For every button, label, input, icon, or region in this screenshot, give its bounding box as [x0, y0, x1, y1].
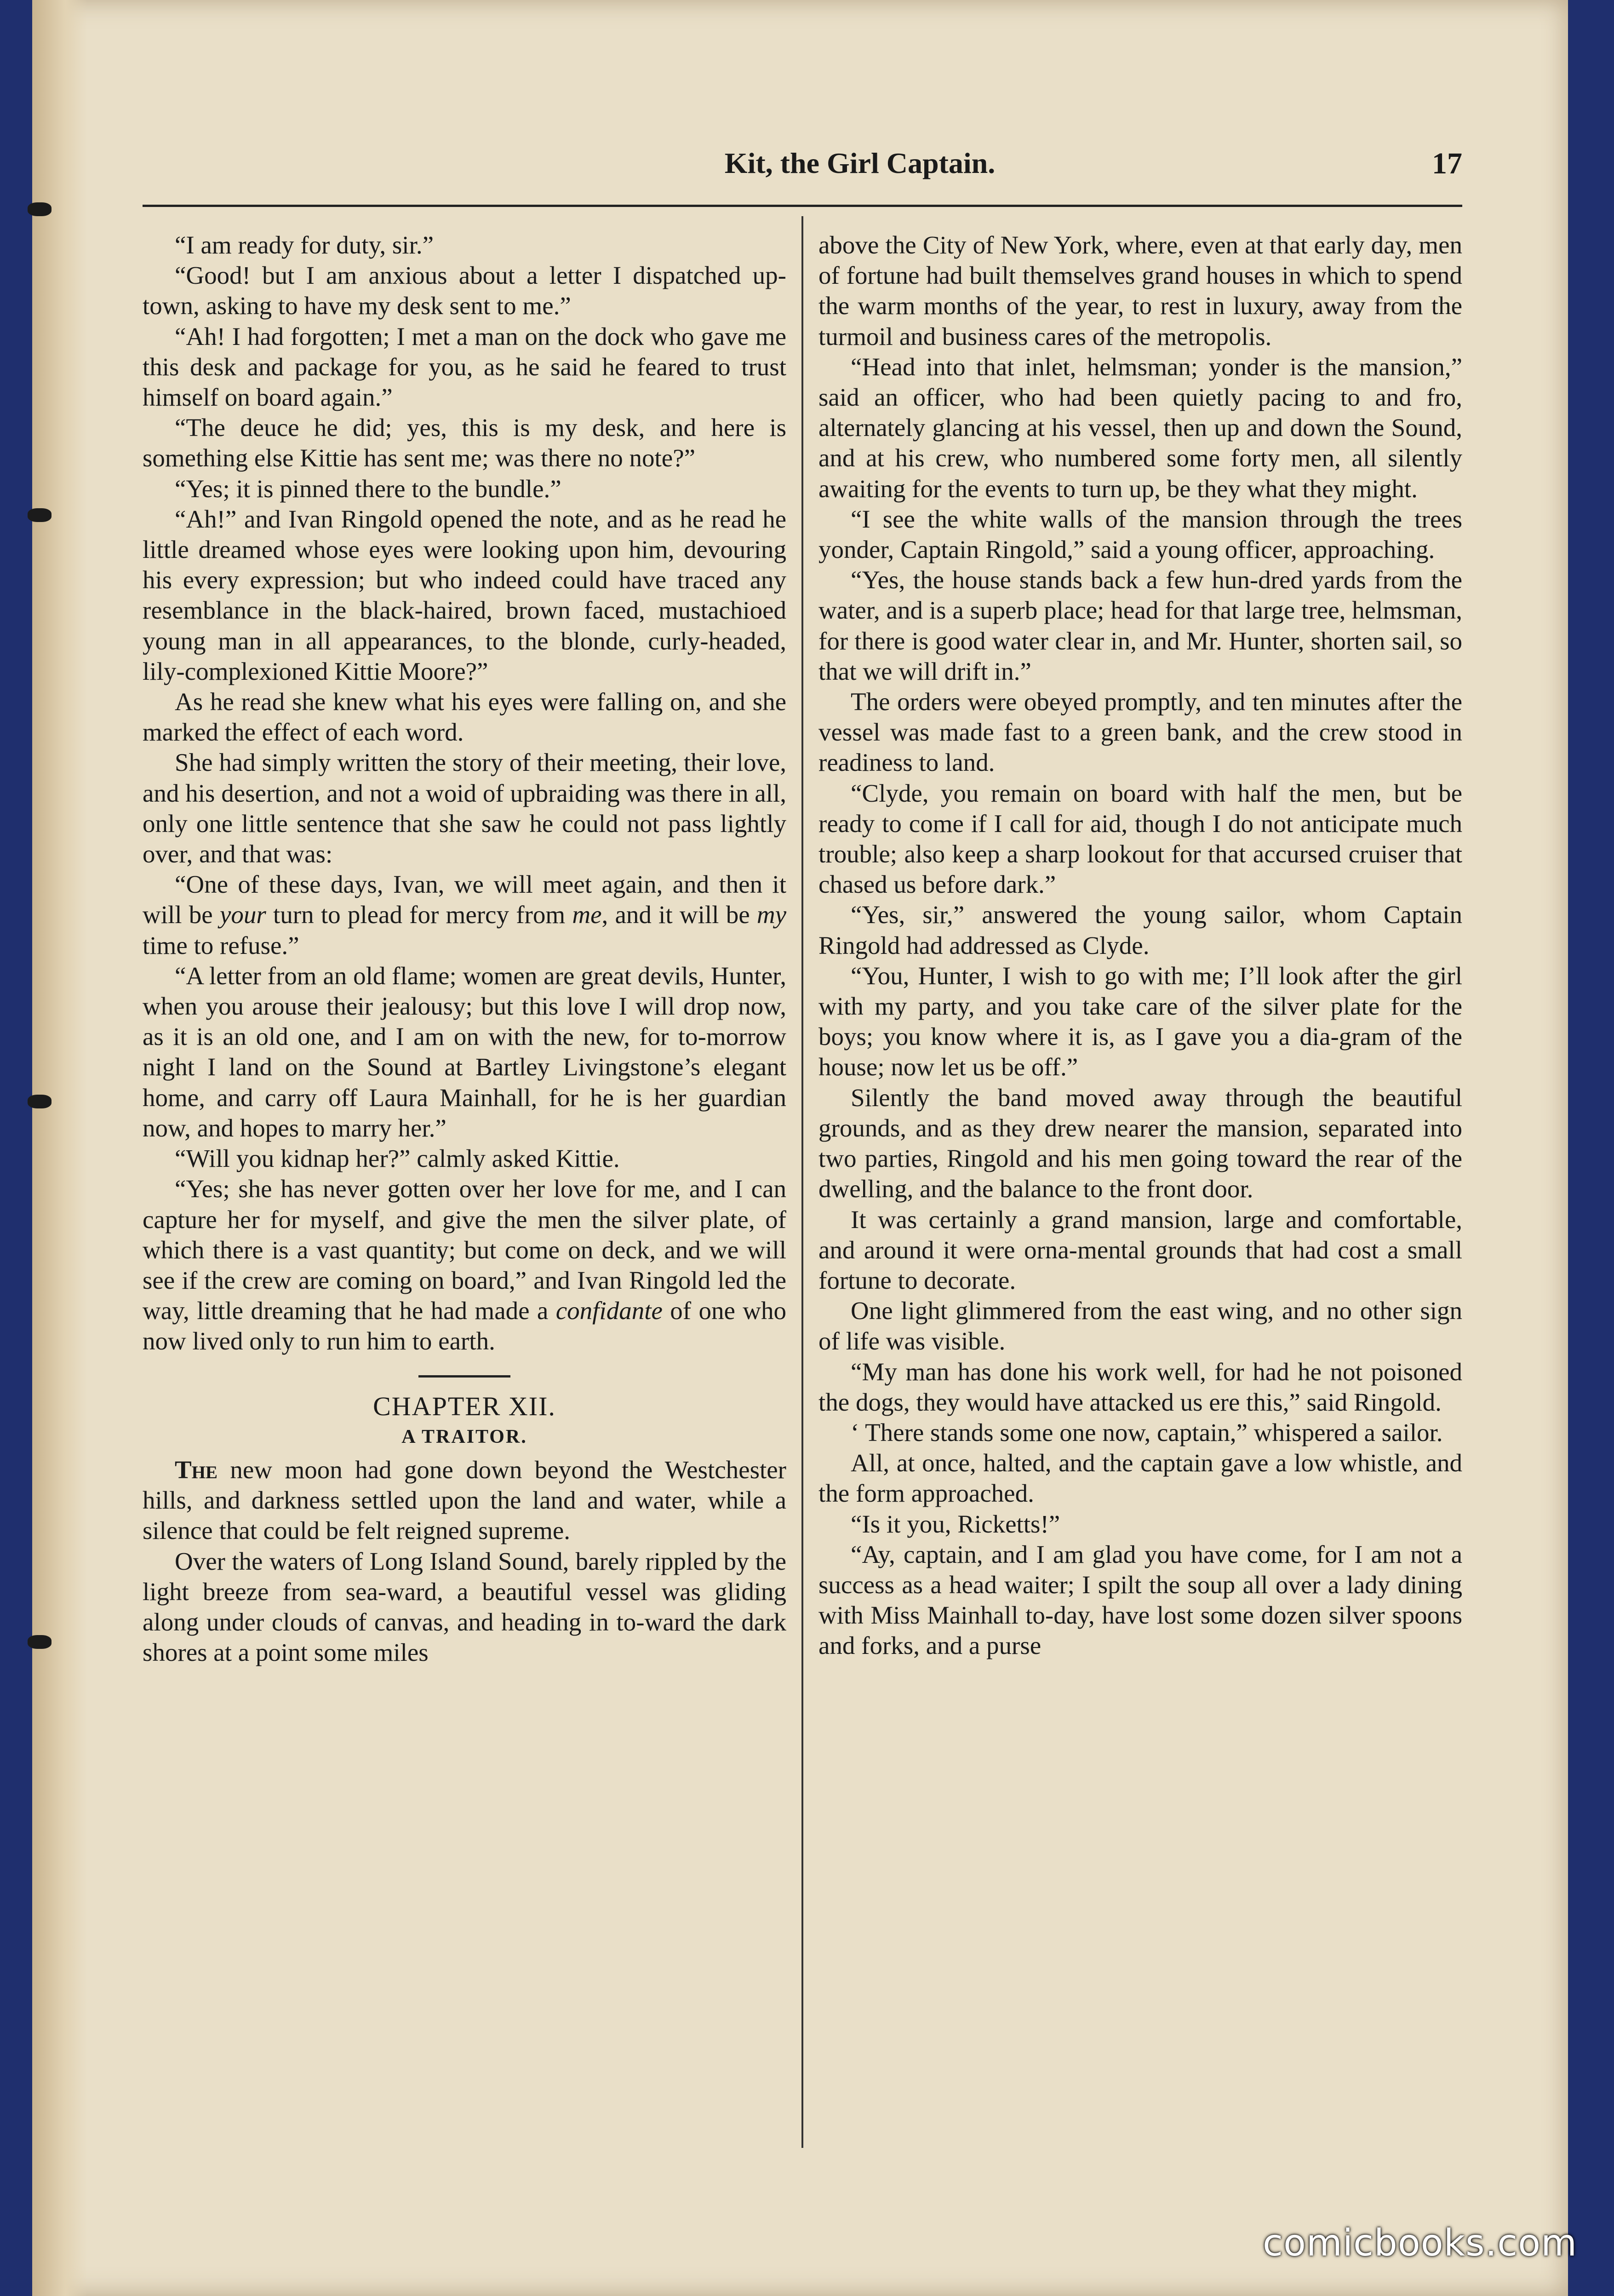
text-run: time to refuse.” — [143, 931, 299, 959]
right-column — [818, 230, 1462, 1661]
paragraph: “The deuce he did; yes, this is my desk, and here is something else Kittie has sent me; was there no note?” — [143, 413, 786, 472]
running-title: Kit, the Girl Captain. — [724, 147, 996, 179]
paragraph: “Is it you, Ricketts!” — [851, 1510, 1060, 1538]
binding-stitch — [28, 1635, 52, 1649]
paragraph: One light glimmered from the east wing, and no other sign of life was visible. — [818, 1297, 1462, 1355]
left-column — [143, 230, 786, 1668]
text-run: “One of these days, Ivan, we will meet again, and then it will be — [143, 870, 786, 929]
paragraph: “I see the white walls of the mansion through the trees yonder, Captain Ringold,” said a young officer, approaching. — [818, 505, 1462, 564]
column-divider — [801, 216, 803, 2148]
paragraph: Over the waters of Long Island Sound, barely rippled by the light breeze from sea-ward, a beautiful vessel was gliding along under clouds of canvas, and heading in to-ward the dark shores at a point some miles — [143, 1547, 786, 1667]
paragraph: “Clyde, you remain on board with half the men, but be ready to come if I call for aid, though I do not anticipate much trouble; also keep a sharp lookout for that accursed cruiser that chased us before dark.” — [818, 779, 1462, 899]
paragraph: “Will you kidnap her?” calmly asked Kittie. — [175, 1144, 620, 1173]
page-gutter — [32, 0, 87, 2296]
paragraph: “I am ready for duty, sir.” — [175, 231, 434, 259]
paragraph: “Yes, sir,” answered the young sailor, whom Captain Ringold had addressed as Clyde. — [818, 901, 1462, 959]
emphasis: your — [219, 901, 266, 929]
paragraph: As he read she knew what his eyes were falling on, and she marked the effect of each word. — [143, 688, 786, 746]
paragraph: “Head into that inlet, helmsman; yonder is the mansion,” said an officer, who had been quietly pacing to and fro, alternately glancing at his vessel, then up and down the Sound, and at his crew, who numbered some forty men, all silently awaiting for the events to turn up, be they what they might. — [818, 352, 1462, 503]
binding-stitch — [28, 202, 52, 216]
paragraph: “Ah!” and Ivan Ringold opened the note, and as he read he little dreamed whose eyes were looking upon him, devouring his every expression; but who indeed could have traced any resemblance in the black-haired, brown faced, mustachioed young man in all appearances, to the blonde, curly-headed, lily-complexioned Kittie Moore?” — [143, 505, 786, 685]
paragraph: “My man has done his work well, for had he not poisoned the dogs, they would have attacked us ere this,” said Ringold. — [818, 1357, 1462, 1416]
text-run: , and it will be — [601, 901, 757, 929]
paragraph: “Ah! I had forgotten; I met a man on the dock who gave me this desk and package for you, as he said he feared to trust himself on board again.” — [143, 322, 786, 412]
emphasis: confidante — [555, 1297, 663, 1325]
emphasis: my — [756, 901, 786, 929]
paragraph: ‘ There stands some one now, captain,” whispered a sailor. — [851, 1418, 1443, 1446]
paragraph: All, at once, halted, and the captain gave a low whistle, and the form approached. — [818, 1449, 1462, 1508]
paragraph: “Ay, captain, and I am glad you have come, for I am not a success as a head waiter; I spilt the soup all over a lady dining with Miss Mainhall to-day, have lost some dozen silver spoons and forks, and a purse — [818, 1540, 1462, 1660]
paragraph: She had simply written the story of their meeting, their love, and his desertion, and not a woid of upbraiding was there in all, only one little sentence that she saw he could not pass lightly over, and that was: — [143, 748, 786, 868]
chapter-rule — [418, 1375, 510, 1378]
paragraph: “A letter from an old flame; women are great devils, Hunter, when you arouse their jealousy; but this love I will drop now, as it is an old one, and I am on with the new, for to-morrow night I land on the Sound at Bartley Livingstone’s elegant home, and carry off Laura Mainhall, for he is her guardian now, and hopes to marry her.” — [143, 961, 786, 1142]
drop-word: The — [175, 1455, 218, 1484]
paragraph: “You, Hunter, I wish to go with me; I’ll look after the girl with my party, and you take care of the silver plate for the boys; you know where it is, as I gave you a dia-gram of the house; now let us be off.” — [818, 961, 1462, 1081]
paragraph: The orders were obeyed promptly, and ten minutes after the vessel was made fast to a green bank, and the crew stood in readiness to land. — [818, 688, 1462, 777]
emphasis: me — [572, 901, 602, 929]
text-run: new moon had gone down beyond the Westchester hills, and darkness settled upon the land and water, while a silence that could be felt reigned supreme. — [143, 1455, 786, 1545]
binding-stitch — [28, 508, 52, 522]
binding-stitch — [28, 1095, 52, 1108]
chapter-title: CHAPTER XII. — [373, 1391, 556, 1421]
watermark: comicbooks.com — [1262, 2221, 1577, 2264]
text-run: “Yes; she has never gotten over her love for me, and I can capture her for myself, and give the men the silver plate, of which there is a vast quantity; but come on deck, and we will see if the crew are coming on board,” and Ivan Ringold led the way, little dreaming that he had made a — [143, 1175, 786, 1325]
paragraph — [143, 869, 786, 961]
paragraph — [143, 1455, 786, 1546]
paragraph: “Yes, the house stands back a few hun-dred yards from the water, and is a superb place; head for that large tree, helmsman, for there is good water clear in, and Mr. Hunter, shorten sail, so that we will drift in.” — [818, 566, 1462, 685]
paragraph: “Good! but I am anxious about a letter I dispatched up-town, asking to have my desk sent to me.” — [143, 261, 786, 320]
paragraph: above the City of New York, where, even at that early day, men of fortune had built themselves grand houses in which to spend the warm months of the year, to rest in luxury, away from the turmoil and business cares of the metropolis. — [818, 231, 1462, 350]
paragraph: Silently the band moved away through the beautiful grounds, and as they drew nearer the mansion, separated into two parties, Ringold and his men going toward the rear of the dwelling, and the balance to the front door. — [818, 1083, 1462, 1203]
paragraph: It was certainly a grand mansion, large and comfortable, and around it were orna-mental grounds that had cost a small fortune to decorate. — [818, 1205, 1462, 1294]
text-run: of one who now lived only to run him to earth. — [143, 1297, 786, 1355]
paragraph — [143, 1174, 786, 1356]
text-run: turn to plead for mercy from — [266, 901, 572, 929]
chapter-subtitle: A TRAITOR. — [401, 1426, 527, 1447]
page-number: 17 — [1432, 147, 1462, 180]
paragraph: “Yes; it is pinned there to the bundle.” — [175, 474, 561, 503]
header-rule — [143, 205, 1462, 207]
